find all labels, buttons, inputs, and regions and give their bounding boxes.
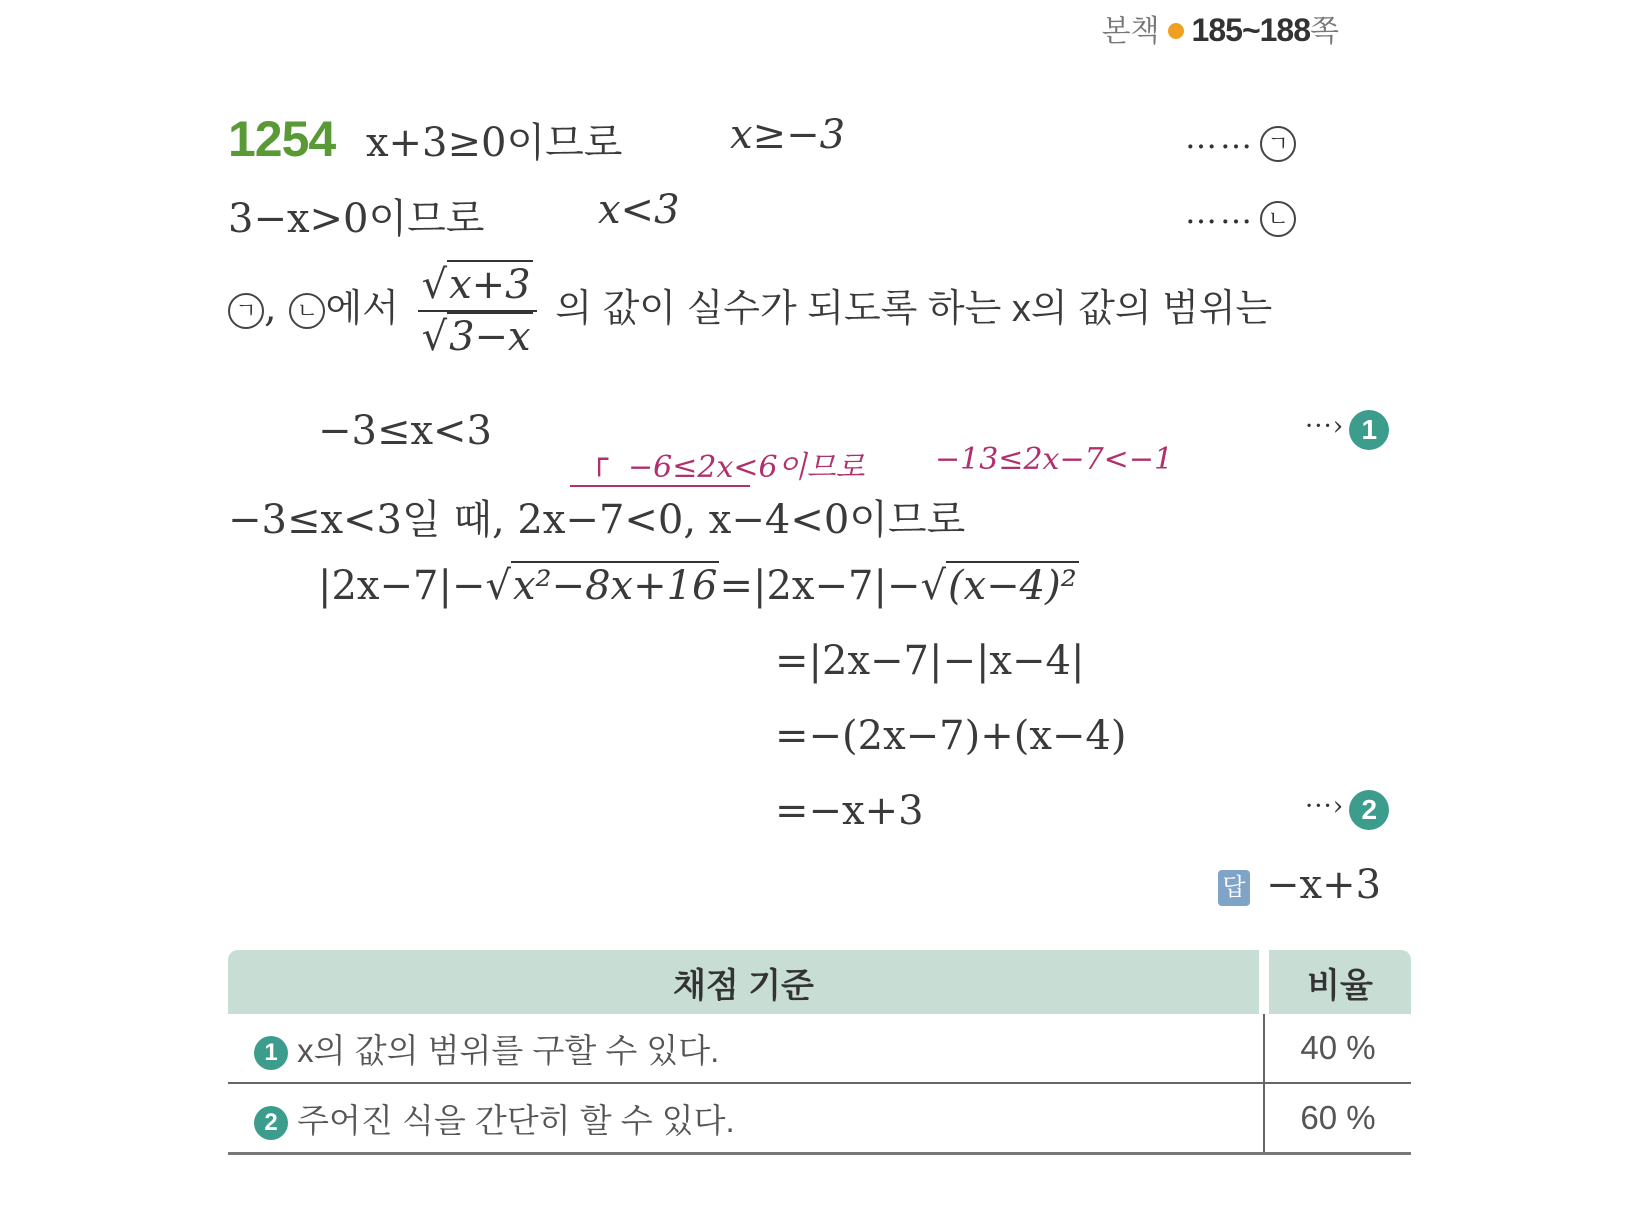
header-ratio: 비율 bbox=[1264, 950, 1411, 1014]
criterion-cell bbox=[228, 1083, 1264, 1154]
step-1-marker bbox=[1305, 410, 1389, 450]
table-row bbox=[228, 1014, 1411, 1083]
orange-dot-icon bbox=[1168, 23, 1184, 39]
step-1-badge: 1 bbox=[254, 1036, 288, 1070]
arrow-icon: ···› bbox=[1305, 411, 1345, 442]
criterion-text: x의 값의 범위를 구할 수 있다. bbox=[297, 1031, 720, 1069]
sqrt-icon: √ bbox=[485, 563, 511, 609]
solution-line-1 bbox=[228, 110, 622, 168]
equation-1 bbox=[318, 563, 1079, 609]
circled-giyeok-icon: ㄱ bbox=[228, 293, 264, 329]
criterion-cell bbox=[228, 1014, 1264, 1083]
annotation-bracket-icon: ┌ bbox=[590, 442, 609, 477]
fraction-numerator: x+3 bbox=[449, 262, 531, 308]
answer bbox=[1218, 862, 1381, 908]
answer-value: −x+3 bbox=[1266, 862, 1382, 908]
marker-b bbox=[1185, 193, 1296, 237]
leader-dots: …… bbox=[1185, 193, 1255, 231]
result-2: x<3 bbox=[598, 187, 680, 233]
problem-number: 1254 bbox=[228, 111, 336, 167]
ratio-cell: 60 % bbox=[1264, 1083, 1411, 1154]
leader-dots: …… bbox=[1185, 118, 1255, 156]
eq1-lhs-radicand: x²−8x+16 bbox=[512, 563, 718, 609]
annotation-a: −6≤2x<6이므로 bbox=[628, 450, 865, 485]
result-1: x≥−3 bbox=[730, 112, 846, 158]
fraction-denominator: 3−x bbox=[449, 314, 531, 360]
step-2-badge: 2 bbox=[1349, 790, 1389, 830]
page-unit: 쪽 bbox=[1310, 15, 1339, 48]
annotation-b: −13≤2x−7<−1 bbox=[935, 442, 1174, 477]
step-2-marker bbox=[1305, 790, 1389, 830]
equation-4: =−x+3 bbox=[775, 788, 924, 834]
equation-3: =−(2x−7)+(x−4) bbox=[775, 713, 1127, 759]
ratio-cell: 40 % bbox=[1264, 1014, 1411, 1083]
answer-label-icon: 답 bbox=[1218, 870, 1250, 906]
eseo-text: 에서 bbox=[325, 288, 399, 330]
sqrt-icon: √ bbox=[920, 563, 946, 609]
condition-2: 3−x>0이므로 bbox=[228, 196, 485, 242]
page-reference bbox=[1102, 6, 1339, 50]
arrow-icon: ···› bbox=[1305, 791, 1345, 822]
book-label: 본책 bbox=[1101, 15, 1160, 48]
criterion-text: 주어진 식을 간단히 할 수 있다. bbox=[297, 1101, 735, 1139]
page-range: 185~188 bbox=[1191, 12, 1311, 48]
annotation-underline bbox=[570, 485, 750, 487]
condition-1: x+3≥0이므로 bbox=[365, 120, 623, 166]
equation-2: =|2x−7|−|x−4| bbox=[775, 638, 1085, 684]
step-2-badge: 2 bbox=[254, 1106, 288, 1140]
circled-nieun-icon: ㄴ bbox=[289, 293, 325, 329]
solution-line-5: −3≤x<3일 때, 2x−7<0, x−4<0이므로 bbox=[228, 497, 966, 543]
grading-table bbox=[228, 950, 1411, 1155]
step-1-badge: 1 bbox=[1349, 410, 1389, 450]
solution-line-3 bbox=[228, 262, 1272, 360]
circled-giyeok-icon: ㄱ bbox=[1260, 126, 1296, 162]
eq1-rhs-abs: =|2x−7|− bbox=[719, 563, 921, 609]
header-criteria: 채점 기준 bbox=[228, 950, 1264, 1014]
eq1-rhs-radicand: (x−4)² bbox=[947, 563, 1077, 609]
circled-nieun-icon: ㄴ bbox=[1260, 201, 1296, 237]
table-row bbox=[228, 1083, 1411, 1154]
range-result: −3≤x<3 bbox=[318, 408, 493, 454]
eq1-lhs-abs: |2x−7|− bbox=[318, 563, 486, 609]
marker-a bbox=[1185, 118, 1296, 162]
sqrt-fraction: $\frac{√x+3}{√3-x}$ bbox=[418, 262, 537, 360]
line-3-suffix: 의 값이 실수가 되도록 하는 x의 값의 범위는 bbox=[555, 288, 1273, 330]
comma: , bbox=[264, 285, 277, 331]
